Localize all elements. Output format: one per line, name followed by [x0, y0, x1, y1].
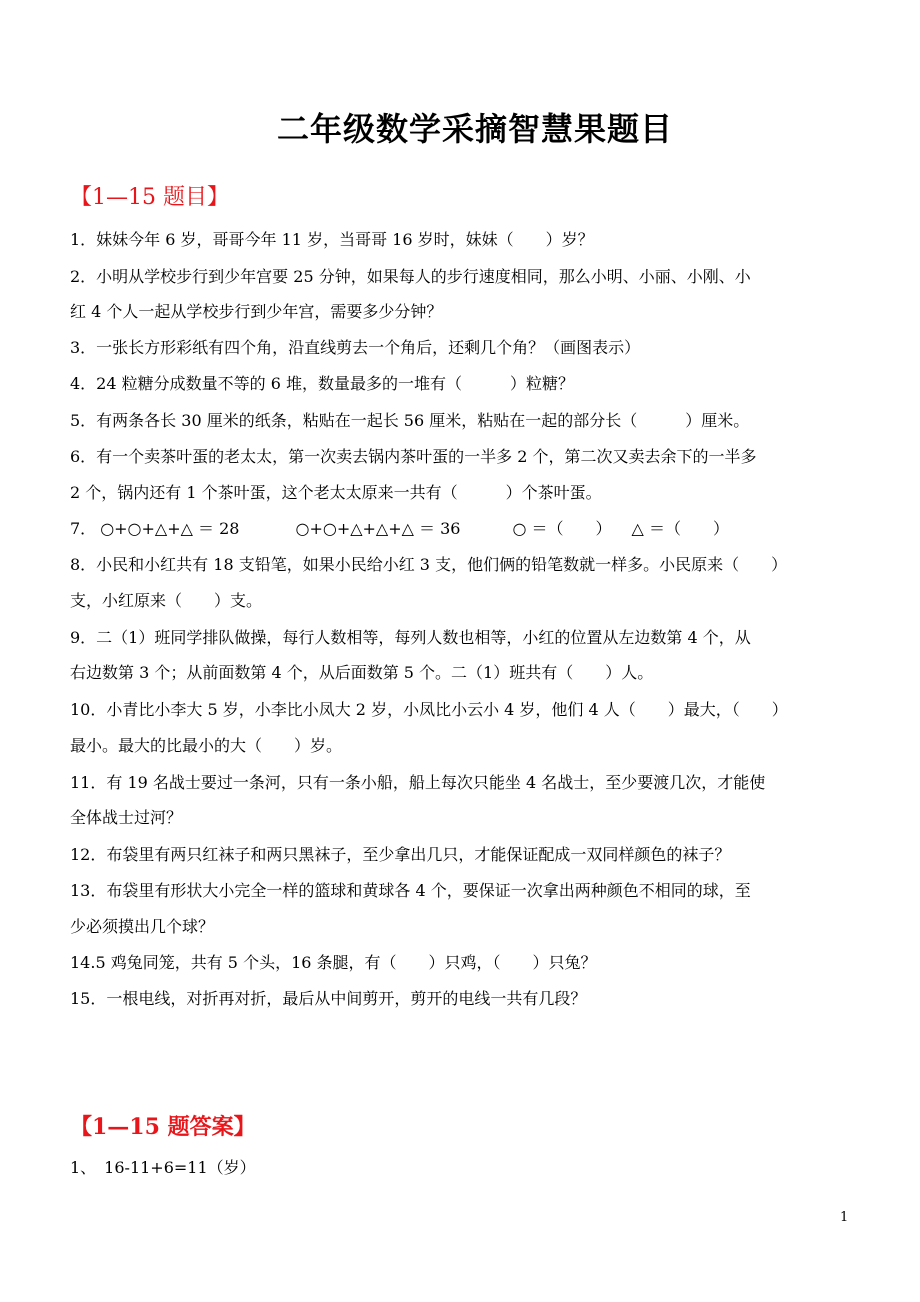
page-number: 1 [840, 1210, 849, 1225]
question-7-answer-triangle: △ ＝（ ） [631, 519, 729, 538]
question-10-line-1: 10．小青比小李大 5 岁，小李比小凤大 2 岁，小凤比小云小 4 岁，他们 4 人（ ）最大，（ ） [70, 700, 788, 719]
answer-1: 1、 16-11+6=11（岁） [70, 1158, 256, 1177]
question-10-line-2: 最小。最大的比最小的大（ ）岁。 [70, 736, 343, 755]
question-13-line-1: 13．布袋里有形状大小完全一样的篮球和黄球各 4 个，要保证一次拿出两种颜色不相同的球，至 [70, 881, 751, 900]
question-8-line-1: 8．小民和小红共有 18 支铅笔，如果小民给小红 3 支，他们俩的铅笔数就一样多。小民原来（ ） [70, 555, 788, 574]
question-5: 5．有两条各长 30 厘米的纸条，粘贴在一起长 56 厘米，粘贴在一起的部分长（ ）厘米。 [70, 411, 750, 430]
question-12: 12．布袋里有两只红袜子和两只黑袜子，至少拿出几只，才能保证配成一双同样颜色的袜子？ [70, 845, 731, 864]
question-15: 15．一根电线，对折再对折，最后从中间剪开，剪开的电线一共有几段？ [70, 989, 587, 1008]
questions-heading: 【1—15 题目】 [70, 185, 229, 210]
document-title: 二年级数学采摘智慧果题目 [276, 110, 673, 148]
answers-heading: 【1—15 题答案】 [70, 1114, 256, 1140]
question-11-line-2: 全体战士过河？ [70, 808, 183, 827]
question-2-line-2: 红 4 个人一起从学校步行到少年宫，需要多少分钟？ [70, 302, 443, 321]
question-4: 4．24 粒糖分成数量不等的 6 堆，数量最多的一堆有（ ）粒糖？ [70, 374, 574, 393]
question-9-line-2: 右边数第 3 个；从前面数第 4 个，从后面数第 5 个。二（1）班共有（ ）人。 [70, 663, 654, 682]
question-7-answer-circle: ○ ＝（ ） [512, 519, 612, 538]
question-11-line-1: 11．有 19 名战士要过一条河，只有一条小船，船上每次只能坐 4 名战士，至少要渡几次，才能使 [70, 773, 766, 792]
question-7-equation-1: ○+○+△+△ ＝ 28 [100, 519, 240, 538]
question-3: 3．一张长方形彩纸有四个角，沿直线剪去一个角后，还剩几个角？（画图表示） [70, 338, 641, 357]
question-7-number: 7． [70, 519, 97, 538]
question-1: 1．妹妹今年 6 岁，哥哥今年 11 岁，当哥哥 16 岁时，妹妹（ ）岁？ [70, 230, 594, 249]
question-8-line-2: 支，小红原来（ ）支。 [70, 591, 263, 610]
question-6-line-1: 6．有一个卖茶叶蛋的老太太，第一次卖去锅内茶叶蛋的一半多 2 个，第二次又卖去余下的一半多 [70, 447, 757, 466]
question-7 [70, 519, 870, 539]
question-14: 14.5 鸡兔同笼，共有 5 个头，16 条腿，有（ ）只鸡，（ ）只兔？ [70, 953, 597, 972]
question-9-line-1: 9．二（1）班同学排队做操，每行人数相等，每列人数也相等，小红的位置从左边数第 4 个，从 [70, 628, 751, 647]
question-13-line-2: 少必须摸出几个球？ [70, 917, 215, 936]
question-7-equation-2: ○+○+△+△+△ ＝ 36 [295, 519, 461, 538]
question-6-line-2: 2 个，锅内还有 1 个茶叶蛋，这个老太太原来一共有（ ）个茶叶蛋。 [70, 483, 602, 502]
question-2-line-1: 2．小明从学校步行到少年宫要 25 分钟，如果每人的步行速度相同，那么小明、小丽、小刚、小 [70, 267, 751, 286]
